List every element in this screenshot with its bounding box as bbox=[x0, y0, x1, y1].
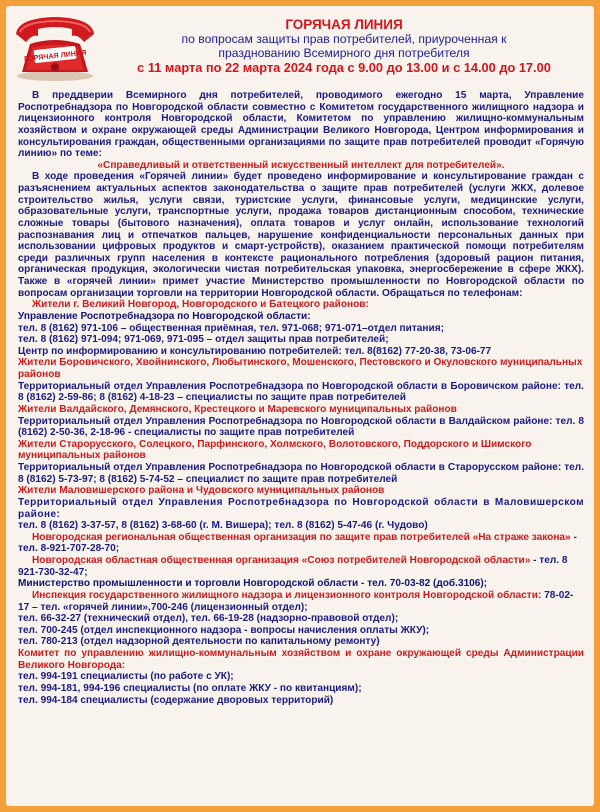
dates-line: с 11 марта по 22 марта 2024 года с 9.00 до 13.00 и с 14.00 до 17.00 bbox=[137, 60, 551, 75]
contact-phone: - тел. 8-921-707-28-70; bbox=[18, 531, 577, 555]
header bbox=[102, 17, 586, 75]
contact-line: тел. 780-213 (отдел надзорной деятельности по капитальному ремонту) bbox=[18, 636, 380, 648]
contact-line: Центр по информированию и консультированию потребителей: тел. 8(8162) 77-20-38, 73-06-77 bbox=[18, 345, 492, 357]
page bbox=[6, 6, 594, 806]
contact-line: тел. 66-32-27 (технический отдел), тел. 66-19-28 (надзорно-правовой отдел); bbox=[18, 613, 399, 625]
contact-line: Территориальный отдел Управления Роспотребнадзора по Новгородской области в Валдайском районе: тел. 8 (8162) 2-50-36, 2-18-96 - специалисты по защите прав потребителей bbox=[18, 415, 584, 439]
region-heading: Жители г. Великий Новгород, Новгородского и Батецкого районов: bbox=[32, 299, 369, 311]
contact-line: Территориальный отдел Управления Роспотребнадзора по Новгородской области в Старорусском районе: тел. 8 (8162) 5-73-97; 8 (8162) 5-74-52 – специалист по защите прав потребителей bbox=[18, 462, 584, 485]
contact-phone: - тел. 8 921-730-32-47; bbox=[18, 555, 568, 578]
region-heading: Жители Старорусского, Солецкого, Парфинского, Холмского, Волотовского, Поддорского и Шимского муниципальных районов bbox=[18, 438, 532, 462]
subtitle-line-2: празднованию Всемирного дня потребителя bbox=[218, 46, 470, 60]
org-name: Инспекция государственного жилищного надзора и лицензионного контроля Новгородской области: bbox=[32, 589, 542, 601]
contact-line: Министерство промышленности и торговли Новгородской области - тел. 70-03-82 (доб.3106); bbox=[18, 578, 488, 590]
theme-line: «Справедливый и ответственный искусственный интеллект для потребителей». bbox=[97, 159, 505, 171]
red-telephone-icon bbox=[12, 12, 98, 82]
contact-line: тел. 994-191 специалисты (по работе с УК); bbox=[18, 671, 234, 683]
page-title: ГОРЯЧАЯ ЛИНИЯ bbox=[285, 17, 403, 32]
region-heading: Жители Маловишерского района и Чудовского муниципальных районов bbox=[18, 485, 385, 497]
contact-line: тел. 8 (8162) 971-106 – общественная приёмная, тел. 971-068; 971-071–отдел питания; bbox=[18, 322, 444, 334]
contact-line: тел. 994-184 специалисты (содержание дворовых территорий) bbox=[18, 694, 334, 706]
org-name: Новгородская региональная общественная организация по защите прав потребителей «На страже закона» bbox=[32, 531, 571, 543]
intro-paragraph: В преддверии Всемирного дня потребителей, проводимого ежегодно 15 марта, Управление Роспотребнадзора по Новгородской области совместно с Комитетом государственного жилищного надзора и лицензионного контроля Новгородской области, Комитетом по управлению жилищно-коммунальным хозяйством и охране окружающей среды Администрации Великого Новгорода, Центром информирования и консультирования граждан, общественными организациями по защите прав потребителей проводит «Горячую линию» по теме: bbox=[18, 90, 584, 160]
body-text bbox=[18, 90, 584, 706]
org-name: Комитет по управлению жилищно-коммунальным хозяйством и охране окружающей среды Администрации Великого Новгорода: bbox=[18, 648, 584, 671]
main-paragraph: В ходе проведения «Горячей линии» будет проведено информирование и консультирование граждан с разъяснением актуальных аспектов законодательства о защите прав потребителей (услуги ЖКХ, долевое строительство жилья, услуги связи, туристские услуги, финансовые услуги, медицинские услуги, образовательные услуги, транспортные услуги, продажа товаров дистанционным способом, технические сложные товары (бытового назначения), оплата товаров и услуг онлайн, использование технологий распознавания лиц и отпечатков пальцев, нарушение конфиденциальности персональных данных при использовании цифровых продуктов и смарт-устройств), оказанием практической помощи потребителям среди различных групп населения в контексте рационального потребления (здоровый рацион питания, органическая продукция, экологически чистая потребительская упаковка, энергосбережение в сфере ЖКХ). Также в «горячей линии» примет участие Министерство промышленности по Новгородской области по вопросам организации торговли на территории Новгородской области. Обращаться по телефонам: bbox=[18, 171, 584, 299]
contact-phone: 78-02-17 – тел. «горячей линии»,700-246 (лицензионный отдел); bbox=[18, 589, 574, 613]
subtitle-line-1: по вопросам защиты прав потребителей, приуроченная к bbox=[181, 32, 507, 46]
region-heading: Жители Боровичского, Хвойнинского, Любытинского, Мошенского, Пестовского и Окуловского муниципальных районов bbox=[18, 357, 583, 380]
region-heading: Жители Валдайского, Демянского, Крестецкого и Маревского муниципальных районов bbox=[18, 403, 457, 415]
org-name: Новгородская областная общественная организация «Союз потребителей Новгородской области» bbox=[32, 555, 531, 566]
contact-line: тел. 8 (8162) 3-37-57, 8 (8162) 3-68-60 (г. М. Вишера); тел. 8 (8162) 5-47-46 (г. Чудово) bbox=[18, 520, 428, 532]
org-line: Управление Роспотребнадзора по Новгородской области: bbox=[18, 310, 311, 322]
contact-line: тел. 8 (8162) 971-094; 971-069, 971-095 – отдел защиты прав потребителей; bbox=[18, 334, 389, 346]
phone-label: ГОРЯЧАЯ ЛИНИЯ bbox=[23, 47, 87, 64]
contact-line: тел. 994-181, 994-196 специалисты (по оплате ЖКУ - по квитанциям); bbox=[18, 682, 362, 694]
contact-line: тел. 700-245 (отдел инспекционного надзора - вопросы начисления оплаты ЖКУ); bbox=[18, 624, 430, 636]
contact-line: Территориальный отдел Управления Роспотребнадзора по Новгородской области в Маловишерском районе: bbox=[18, 496, 584, 520]
contact-line: Территориальный отдел Управления Роспотребнадзора по Новгородской области в Боровичском районе: тел. 8 (8162) 2-59-86; 8 (8162) 4-18-23 – специалисты по защите прав потребителей bbox=[18, 380, 584, 404]
